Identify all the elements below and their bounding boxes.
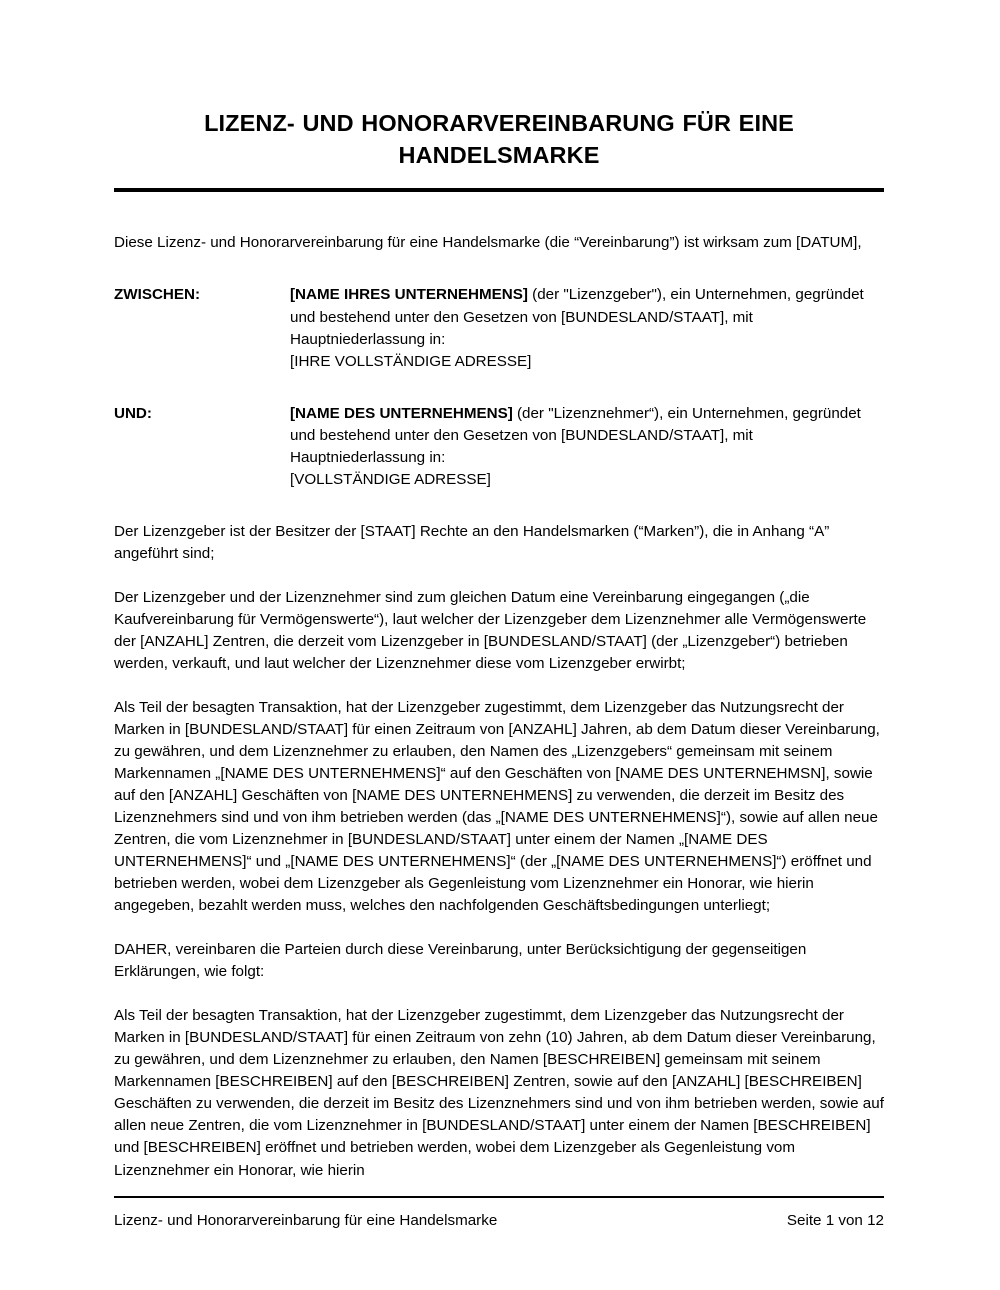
spacer bbox=[114, 373, 884, 403]
recital-paragraph-4: DAHER, vereinbaren die Parteien durch diese Vereinbarung, unter Berücksichtigung der gegenseitigen Erklärungen, wie folgt: bbox=[114, 941, 807, 981]
party-details bbox=[290, 403, 884, 491]
party-details bbox=[290, 284, 884, 372]
intro-paragraph: Diese Lizenz- und Honorarvereinbarung für eine Handelsmarke (die “Vereinbarung”) ist wirksam zum [DATUM], bbox=[114, 234, 862, 252]
footer-row bbox=[114, 1211, 884, 1232]
spacer bbox=[114, 254, 884, 284]
recital-paragraph-3: Als Teil der besagten Transaktion, hat der Lizenzgeber zugestimmt, dem Lizenzgeber das Nutzungsrecht der Marken in [BUNDESLAND/STAAT] für einen Zeitraum von [ANZAHL] Jahren, ab dem Datum dieser Vereinbarung, zu gewähren, und dem Lizenznehmer zu erlauben, den Namen des „Lizenzgebers“ gemeinsam mit seinem Markennamen „[NAME DES UNTERNEHMENS]“ auf den Geschäften von [NAME DES UNTERNEHMSN], sowie auf den [ANZAHL] Geschäften von [NAME DES UNTERNEHMENS] zu verwenden, die derzeit im Besitz des Lizenznehmers sind und von ihm betrieben werden (das „[NAME DES UNTERNEHMENS]“), sowie auf allen neue Zentren, die vom Lizenznehmer in [BUNDESLAND/STAAT] unter einem der Namen „[NAME DES UNTERNEHMENS]“ und „[NAME DES UNTERNEHMENS]“ (der „[NAME DES UNTERNEHMENS]“) eröffnet und betrieben werden, wobei dem Lizenzgeber als Gegenleistung vom Lizenznehmer ein Honorar, wie hierin angegeben, bezahlt werden muss, welches den nachfolgenden Geschäftsbedingungen unterliegt; bbox=[114, 698, 880, 915]
spacer bbox=[114, 565, 884, 587]
party-address: [VOLLSTÄNDIGE ADRESSE] bbox=[290, 470, 491, 488]
page-title: LIZENZ- UND HONORARVEREINBARUNG FÜR EINE HANDELSMARKE bbox=[204, 110, 794, 168]
document-body bbox=[114, 232, 884, 1181]
document-content bbox=[114, 0, 884, 1182]
spacer bbox=[114, 675, 884, 697]
title-divider bbox=[114, 188, 884, 192]
footer-document-title: Lizenz- und Honorarvereinbarung für eine Handelsmarke bbox=[114, 1212, 498, 1229]
party-description: (der "Lizenzgeber"), ein Unternehmen, gegründet und bestehend unter den Gesetzen von [BUNDESLAND/STAAT], mit Hauptniederlassung in: bbox=[290, 286, 864, 348]
party-row bbox=[114, 403, 884, 491]
party-label-und: UND: bbox=[114, 404, 152, 422]
party-label-zwischen: ZWISCHEN: bbox=[114, 286, 201, 304]
footer-page-number: Seite 1 von 12 bbox=[786, 1212, 884, 1229]
recital-paragraph-2: Der Lizenzgeber und der Lizenznehmer sind zum gleichen Datum eine Vereinbarung eingegangen („die Kaufvereinbarung für Vermögenswerte“), laut welcher der Lizenzgeber dem Lizenznehmer alle Vermögenswerte der [ANZAHL] Zentren, die derzeit vom Lizenzgeber in [BUNDESLAND/STAAT] (der „Lizenzgeber“) betrieben werden, verkauft, und laut welcher der Lizenznehmer diese vom Lizenzgeber erwirbt; bbox=[114, 588, 867, 672]
party-description: (der "Lizenznehmer“), ein Unternehmen, gegründet und bestehend unter den Gesetzen von [BUNDESLAND/STAAT], mit Hauptniederlassung in: bbox=[290, 404, 861, 466]
party-name-line bbox=[290, 284, 884, 350]
spacer bbox=[114, 983, 884, 1005]
party-row bbox=[114, 284, 884, 372]
recital-paragraph-5: Als Teil der besagten Transaktion, hat der Lizenzgeber zugestimmt, dem Lizenzgeber das Nutzungsrecht der Marken in [BUNDESLAND/STAAT] für einen Zeitraum von zehn (10) Jahren, ab dem Datum dieser Vereinbarung, zu gewähren, und dem Lizenznehmer zu erlauben, den Namen [BESCHREIBEN] gemeinsam mit seinem Markennamen [BESCHREIBEN] auf den [BESCHREIBEN] Zentren, sowie auf den [ANZAHL] [BESCHREIBEN] Geschäften zu verwenden, die derzeit im Besitz des Lizenznehmers sind und von ihm betrieben werden, sowie auf allen neue Zentren, die vom Lizenznehmer in [BUNDESLAND/STAAT] unter einem der Namen [BESCHREIBEN] und [BESCHREIBEN] eröffnet und betrieben werden, wobei dem Lizenzgeber als Gegenleistung vom Lizenznehmer ein Honorar, wie hierin bbox=[114, 1007, 884, 1179]
page-footer bbox=[114, 1196, 884, 1232]
spacer bbox=[114, 917, 884, 939]
party-company-name: [NAME IHRES UNTERNEHMENS] bbox=[290, 286, 528, 304]
spacer bbox=[114, 491, 884, 521]
party-company-name: [NAME DES UNTERNEHMENS] bbox=[290, 404, 513, 422]
recital-paragraph-1: Der Lizenzgeber ist der Besitzer der [STAAT] Rechte an den Handelsmarken (“Marken”), die in Anhang “A” angeführt sind; bbox=[114, 522, 830, 562]
party-address: [IHRE VOLLSTÄNDIGE ADRESSE] bbox=[290, 352, 532, 370]
party-name-line bbox=[290, 403, 884, 469]
footer-divider bbox=[114, 1196, 884, 1198]
